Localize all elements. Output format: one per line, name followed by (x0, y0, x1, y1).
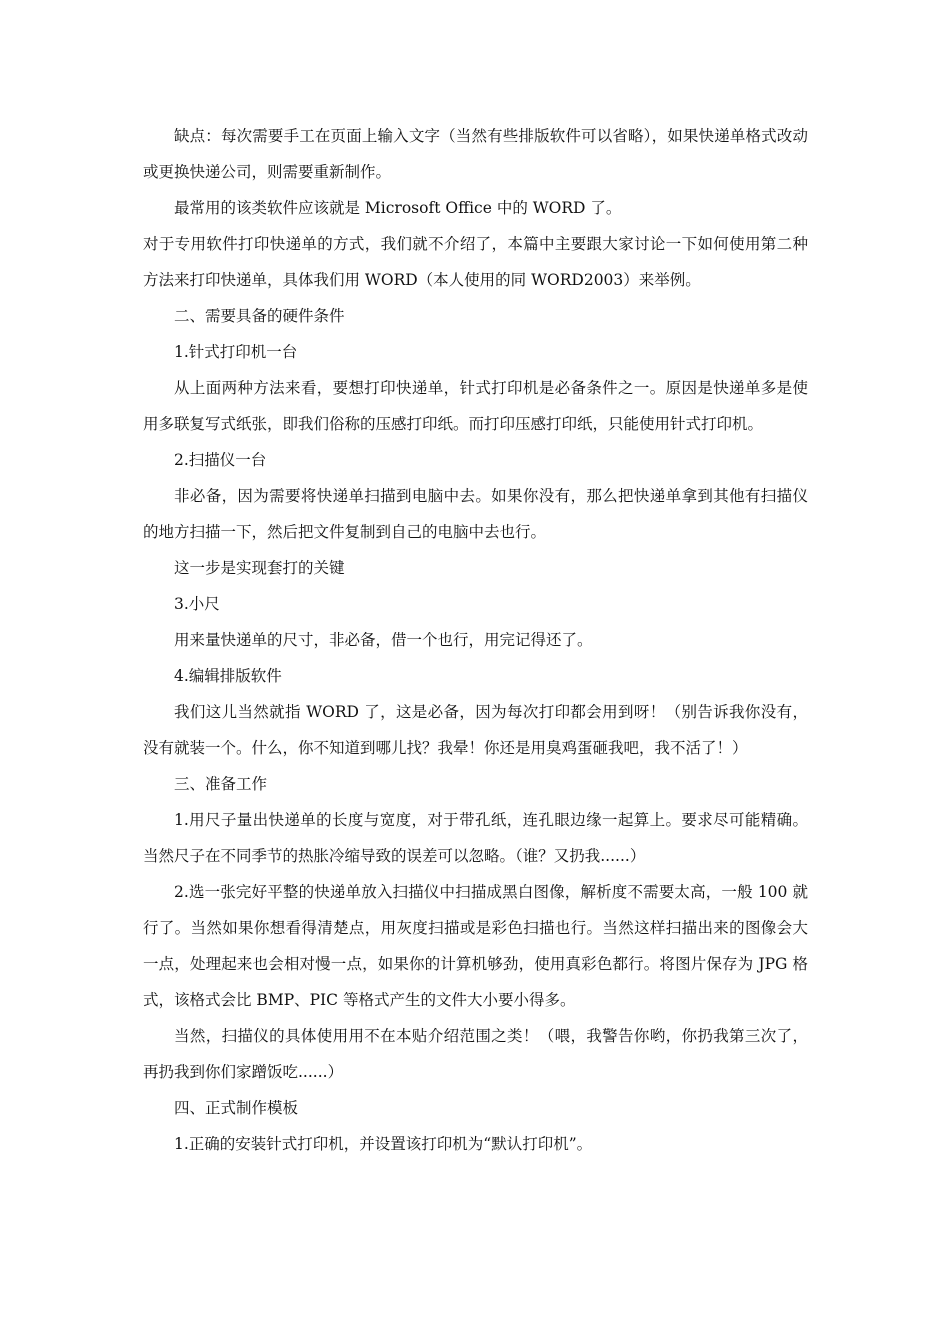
paragraph-ruler: 用来量快递单的尺寸，非必备，借一个也行，用完记得还了。 (174, 631, 593, 649)
item-heading-dot-matrix-printer: 1.针式打印机一台 (174, 343, 298, 361)
paragraph-dot-matrix-printer: 从上面两种方法来看，要想打印快递单，针式打印机是必备条件之一。原因是快递单多是使用多联复写式纸张，即我们俗称的压感打印纸。而打印压感打印纸，只能使用针式打印机。 (143, 379, 808, 433)
section-heading-hardware: 二、需要具备的硬件条件 (174, 307, 345, 325)
item-heading-editing-software: 4.编辑排版软件 (174, 667, 282, 685)
paragraph-key-step: 这一步是实现套打的关键 (174, 559, 345, 577)
paragraph-scanner-usage-note: 当然，扫描仪的具体使用用不在本贴介绍范围之类！（喂，我警告你哟，你扔我第三次了，再扔我到你们家蹭饭吃......） (143, 1027, 808, 1081)
paragraph-editing-software: 我们这儿当然就指 WORD 了，这是必备，因为每次打印都会用到呀！（别告诉我你没有，没有就装一个。什么，你不知道到哪儿找？我晕！你还是用臭鸡蛋砸我吧，我不活了！） (143, 703, 808, 757)
item-heading-ruler: 3.小尺 (174, 595, 220, 613)
paragraph-common-software: 最常用的该类软件应该就是 Microsoft Office 中的 WORD 了。 (174, 199, 622, 217)
paragraph-scanner: 非必备，因为需要将快递单扫描到电脑中去。如果你没有，那么把快递单拿到其他有扫描仪的地方扫描一下，然后把文件复制到自己的电脑中去也行。 (143, 487, 808, 541)
paragraph-drawbacks: 缺点：每次需要手工在页面上输入文字（当然有些排版软件可以省略），如果快递单格式改动或更换快递公司，则需要重新制作。 (143, 127, 808, 181)
paragraph-scan-image: 2.选一张完好平整的快递单放入扫描仪中扫描成黑白图像，解析度不需要太高，一般 100 就行了。当然如果你想看得清楚点，用灰度扫描或是彩色扫描也行。当然这样扫描出来的图像会大一点，处理起来也会相对慢一点，如果你的计算机够劲，使用真彩色都行。将图片保存为 JPG 格式，该格式会比 BMP、PIC 等格式产生的文件大小要小得多。 (143, 883, 808, 1009)
document-body (143, 118, 808, 1162)
paragraph-install-printer: 1.正确的安装针式打印机，并设置该打印机为“默认打印机”。 (174, 1135, 593, 1153)
paragraph-measure-size: 1.用尺子量出快递单的长度与宽度，对于带孔纸，连孔眼边缘一起算上。要求尽可能精确。当然尺子在不同季节的热胀冷缩导致的误差可以忽略。（谁？又扔我......） (143, 811, 808, 865)
item-heading-scanner: 2.扫描仪一台 (174, 451, 267, 469)
section-heading-preparation: 三、准备工作 (174, 775, 268, 793)
section-heading-make-template: 四、正式制作模板 (174, 1099, 299, 1117)
paragraph-method-intro: 对于专用软件打印快递单的方式，我们就不介绍了，本篇中主要跟大家讨论一下如何使用第二种方法来打印快递单，具体我们用 WORD（本人使用的同 WORD2003）来举例。 (143, 235, 808, 289)
